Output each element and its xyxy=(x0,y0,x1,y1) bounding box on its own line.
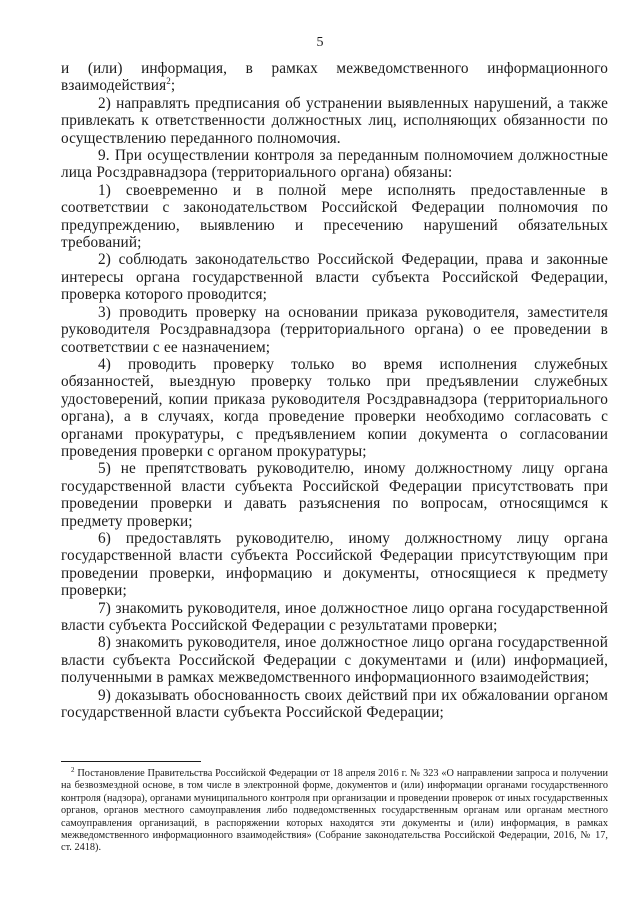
footnote xyxy=(61,768,608,855)
paragraph-continuation xyxy=(61,60,608,95)
paragraph: 2) направлять предписания об устранении выявленных нарушений, а также привлекать к ответственности должностных лиц, исполняющих обязанности по осуществлению переданного полномочия. xyxy=(61,94,608,147)
paragraph: 2) соблюдать законодательство Российской Федерации, права и законные интересы органа государственной власти субъекта Российской Федерации, проверка которого проводится; xyxy=(61,251,608,304)
footnote-ref: 2 xyxy=(166,76,171,87)
page-number: 5 xyxy=(316,35,324,50)
paragraph: 3) проводить проверку на основании приказа руководителя, заместителя руководителя Росздравнадзора (территориального органа) о ее проведении в соответствии с ее назначением; xyxy=(61,303,608,356)
paragraph: 1) своевременно и в полной мере исполнять предоставленные в соответствии с законодательством Российской Федерации полномочия по предупреждению, выявлению и пресечению нарушений обязательных требований; xyxy=(61,181,608,252)
paragraph-text: и (или) информация, в рамках межведомственного информационного xyxy=(61,60,608,77)
paragraph: 6) предоставлять руководителю, иному должностному лицу органа государственной власти субъекта Российской Федерации присутствующим при проведении проверки, информацию и документы, относящиеся к предмету проверки; xyxy=(61,529,608,600)
paragraph: 5) не препятствовать руководителю, иному должностному лицу органа государственной власти субъекта Российской Федерации присутствовать при проведении проверки и давать разъяснения по вопросам, относящимся к предмету проверки; xyxy=(61,460,608,530)
paragraph: 9. При осуществлении контроля за переданным полномочием должностные лица Росздравнадзора (территориального органа) обязаны: xyxy=(61,147,608,182)
paragraph-text: взаимодействия xyxy=(61,77,167,95)
footnote-text: Постановление Правительства Российской Федерации от 18 апреля 2016 г. № 323 «О направлении запроса и получении на безвозмездной основе, в том числе в электронной форме, документов и (или) информации органами государственного контроля (надзора), органами муниципального контроля при организации и проведении проверок от иных государственных органов, органов местного самоуправления либо подведомственных государственным органам или органам местного самоуправления организаций, в распоряжении которых находятся эти документы и (или) информация, в рамках межведомственного информационного взаимодействия» (Собрание законодательства Российской Федерации, 2016, № 17, ст. 2418). xyxy=(61,768,608,854)
footnote-marker: 2 xyxy=(71,766,75,774)
paragraph: 7) знакомить руководителя, иное должностное лицо органа государственной власти субъекта Российской Федерации с результатами проверки; xyxy=(61,599,608,634)
paragraph: 8) знакомить руководителя, иное должностное лицо органа государственной власти субъекта Российской Федерации с документами и (или) информацией, полученными в рамках межведомственного информационного взаимодействия; xyxy=(61,634,608,687)
paragraph: 4) проводить проверку только во время исполнения служебных обязанностей, выездную проверку только при предъявлении служебных удостоверений, копии приказа руководителя Росздравнадзора (территориального органа), а в случаях, когда проведение проверки необходимо согласовать с органами прокуратуры, с предъявлением копии документа о согласовании проведения проверки с органом прокуратуры; xyxy=(61,355,608,460)
document-body xyxy=(61,60,608,721)
paragraph-text: ; xyxy=(170,77,176,95)
paragraph: 9) доказывать обоснованность своих действий при их обжаловании органом государственной власти субъекта Российской Федерации; xyxy=(61,686,608,722)
footnote-divider xyxy=(61,761,201,762)
